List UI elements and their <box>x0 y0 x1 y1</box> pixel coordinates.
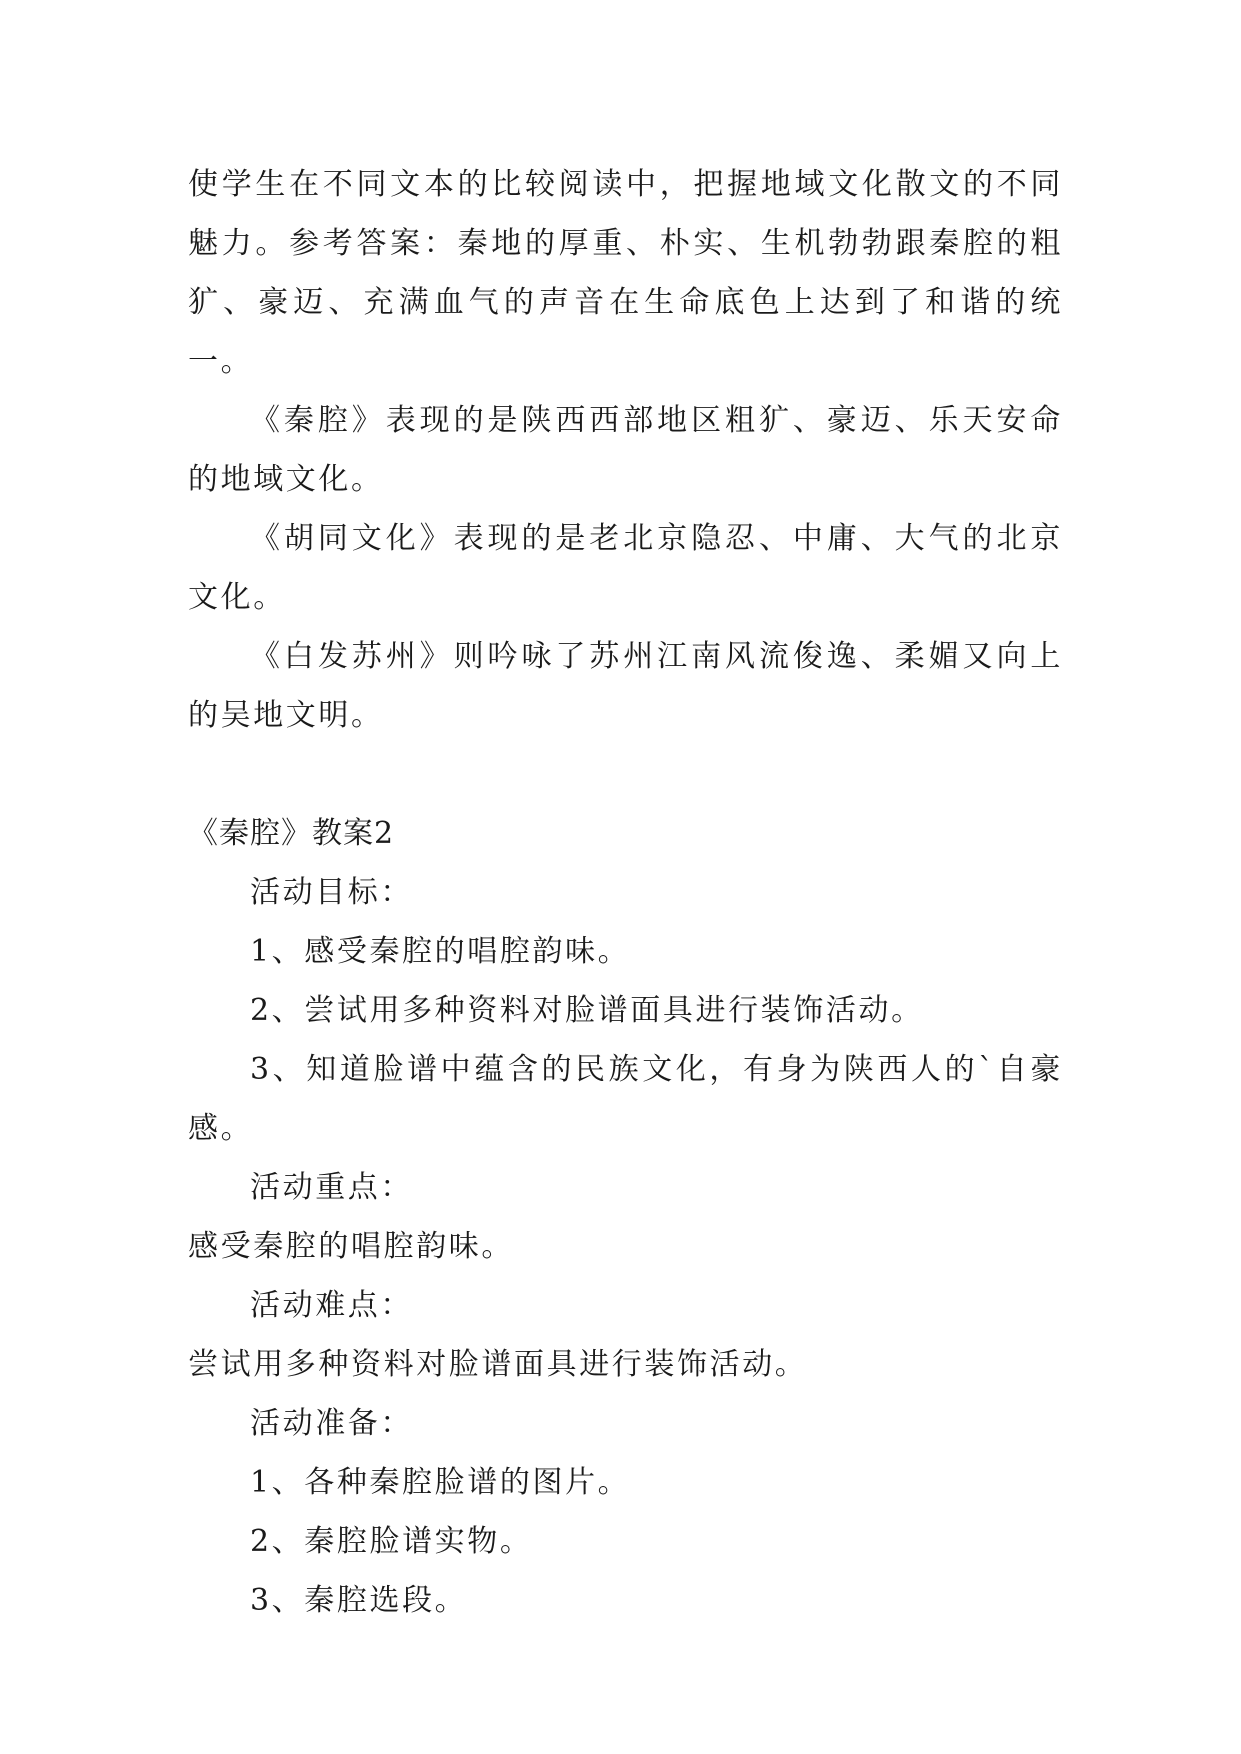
objective-item: 2、尝试用多种资料对脸谱面具进行装饰活动。 <box>250 993 924 1028</box>
key-point-text: 感受秦腔的唱腔韵味。 <box>188 1229 514 1264</box>
paragraph-qinqiang: 《秦腔》表现的是陕西西部地区粗犷、豪迈、乐天安命的地域文化。 <box>188 403 1063 497</box>
paragraph-intro: 使学生在不同文本的比较阅读中，把握地域文化散文的不同魅力。参考答案：秦地的厚重、朴实、生机勃勃跟秦腔的粗犷、豪迈、充满血气的声音在生命底色上达到了和谐的统一。 <box>188 167 1063 379</box>
spacer <box>188 745 1063 804</box>
paragraph-hutong: 《胡同文化》表现的是老北京隐忍、中庸、大气的北京文化。 <box>188 521 1063 615</box>
objectives-heading: 活动目标： <box>250 875 413 910</box>
preparation-item: 3、秦腔选段。 <box>250 1583 468 1618</box>
preparation-item: 1、各种秦腔脸谱的图片。 <box>250 1465 631 1500</box>
objective-item: 1、感受秦腔的唱腔韵味。 <box>250 934 631 969</box>
section-title: 《秦腔》教案2 <box>188 816 395 851</box>
difficulty-text: 尝试用多种资料对脸谱面具进行装饰活动。 <box>188 1347 808 1382</box>
objective-item: 3、知道脸谱中蕴含的民族文化，有身为陕西人的`自豪感。 <box>188 1052 1063 1146</box>
difficulty-heading: 活动难点： <box>250 1288 413 1323</box>
key-point-heading: 活动重点： <box>250 1170 413 1205</box>
preparation-heading: 活动准备： <box>250 1406 413 1441</box>
paragraph-suzhou: 《白发苏州》则吟咏了苏州江南风流俊逸、柔媚又向上的吴地文明。 <box>188 639 1063 733</box>
preparation-item: 2、秦腔脸谱实物。 <box>250 1524 533 1559</box>
document-body <box>188 155 1063 1630</box>
